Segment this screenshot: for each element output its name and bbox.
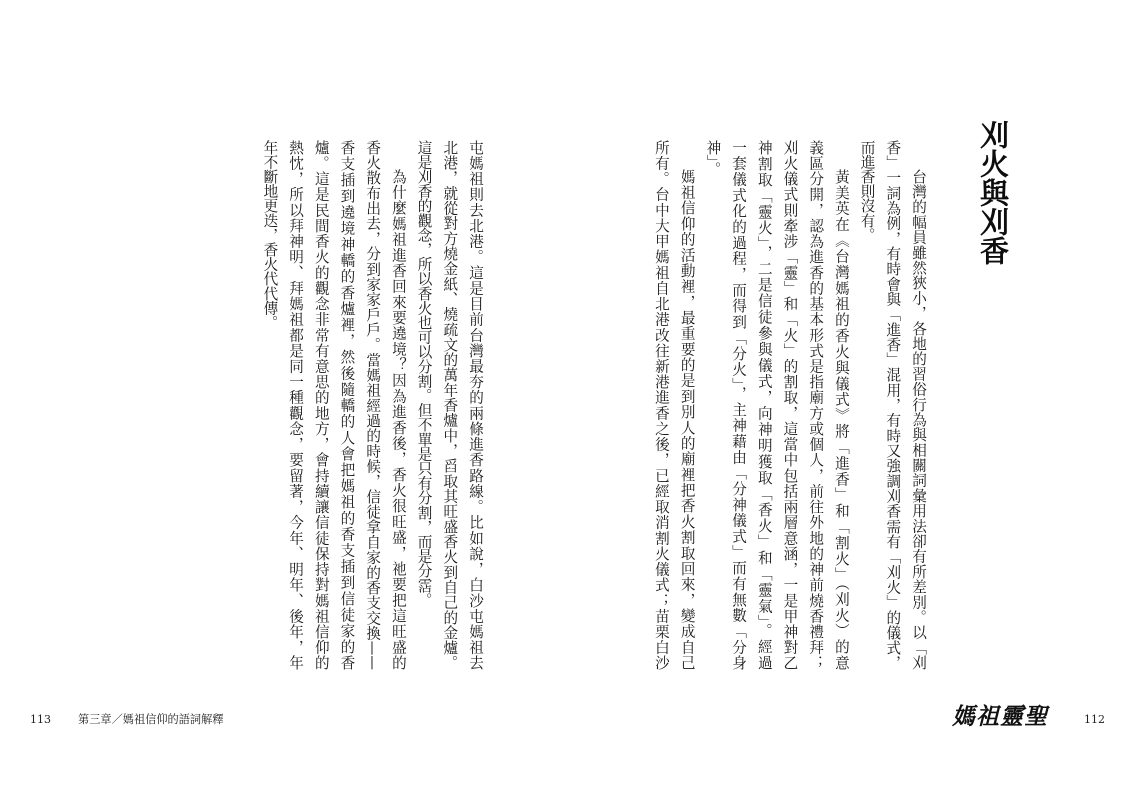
text-column: 爐。這是民間香火的觀念非常有意思的地方，會持續讓信徒保持對媽祖信仰的 bbox=[312, 140, 330, 670]
text-column: 這是刈香的觀念，所以香火也可以分割。但不單是只有分割，而是分霑。 bbox=[415, 140, 433, 608]
text-column: 所有。台中大甲媽祖自北港改往新港進香之後，已經取消割火儀式；苗栗白沙 bbox=[652, 140, 670, 670]
text-column: 義區分開，認為進香的基本形式是指廟方或個人，前往外地的神前燒香禮拜； bbox=[807, 140, 825, 670]
text-column: 台灣的幅員雖然狹小，各地的習俗行為與相關詞彙用法卻有所差別。以「刈 bbox=[910, 169, 927, 670]
text-column: 神」。 bbox=[704, 140, 722, 177]
text-column: 香」一詞為例，有時會與「進香」混用，有時又強調刈香需有「刈火」的儀式， bbox=[884, 140, 902, 670]
text-column: 而進香則沒有。 bbox=[858, 140, 876, 243]
text-column: 一套儀式化的過程，而得到「分火」，主神藉由「分神儀式」而有無數「分身 bbox=[730, 140, 748, 670]
text-column: 香火散布出去，分到家家戶戶。當媽祖經過的時候，信徒拿自家的香支交換—— bbox=[364, 140, 382, 670]
text-column: 屯媽祖則去北港。這是目前台灣最夯的兩條進香路線。比如說，白沙屯媽祖去 bbox=[467, 140, 484, 670]
section-title: 刈火與刈香 bbox=[976, 120, 1010, 265]
text-column: 神割取「靈火」，二是信徒參與儀式，向神明獲取「香火」和「靈氣」。經過 bbox=[755, 140, 773, 670]
left-page-body bbox=[256, 140, 488, 670]
text-column: 年不斷地更迭，香火代代傳。 bbox=[261, 140, 279, 330]
right-page-body bbox=[648, 140, 931, 670]
book-logo: 媽祖靈聖 bbox=[952, 703, 1048, 730]
text-column: 香支插到遶境神轎的香爐裡，然後隨轎的人會把媽祖的香支插到信徒家的香 bbox=[338, 140, 356, 670]
text-column: 媽祖信仰的活動裡，最重要的是到別人的廟裡把香火割取回來，變成自己 bbox=[678, 169, 696, 670]
text-column: 熱忱，所以拜神明、拜媽祖都是同一種觀念，要留著，今年、明年、後年，年 bbox=[287, 140, 305, 670]
page-number-right: 112 bbox=[1084, 713, 1105, 726]
text-column: 北港，就從對方燒金紙、燒疏文的萬年香爐中，舀取其旺盛香火到自己的金爐。 bbox=[441, 140, 459, 670]
text-column: 黃美英在《台灣媽祖的香火與儀式》將「進香」和「割火」（刈火）的意 bbox=[832, 169, 850, 670]
page-number-left: 113 bbox=[30, 713, 51, 726]
text-column: 刈火儀式則牽涉「靈」和「火」的割取，這當中包括兩層意涵，一是甲神對乙 bbox=[781, 140, 799, 670]
text-column: 為什麼媽祖進香回來要遶境？因為進香後，香火很旺盛，祂要把這旺盛的 bbox=[389, 169, 407, 670]
chapter-running-head: 第三章／媽祖信仰的語詞解釋 bbox=[78, 713, 224, 726]
